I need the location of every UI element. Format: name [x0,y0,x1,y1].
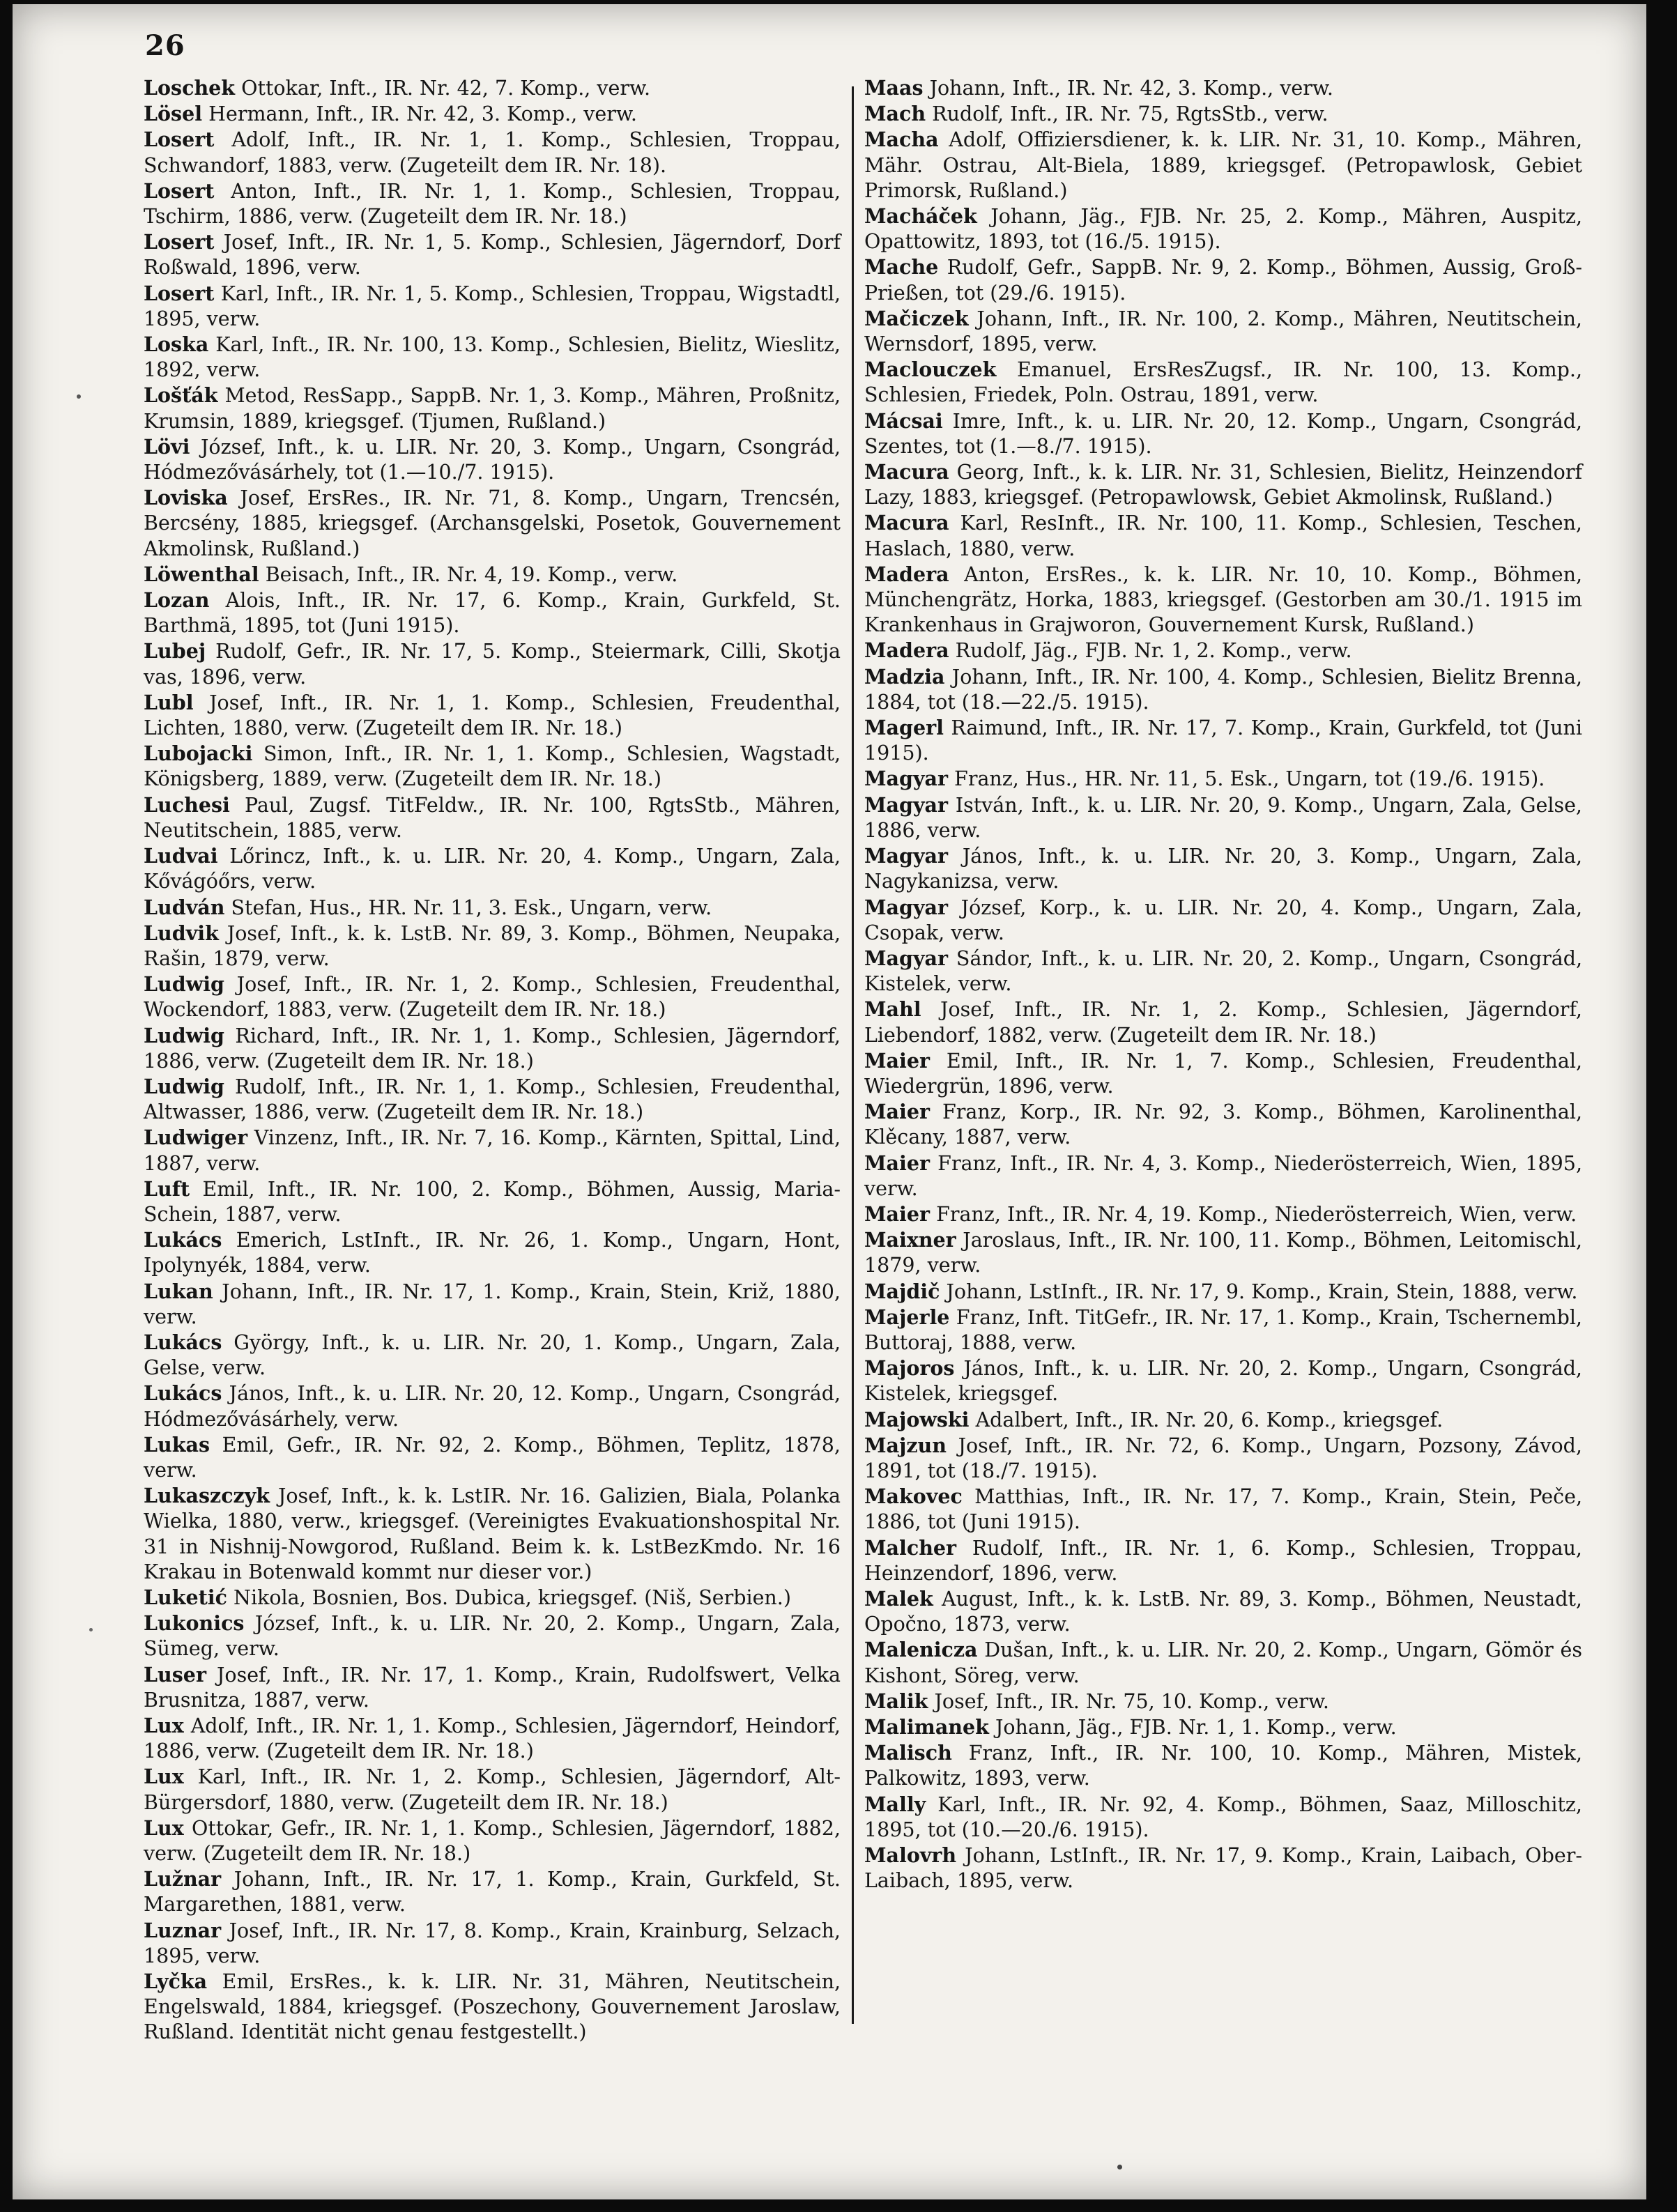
register-entry [144,383,841,433]
entry-surname: Loska [144,332,209,357]
entry-details: Karl, ResInft., IR. Nr. 100, 11. Komp., Schlesien, Teschen, Haslach, 1880, verw. [864,512,1582,560]
entry-details: Josef, Inft., IR. Nr. 17, 1. Komp., Krain, Rudolfswert, Velka Brusnitza, 1887, verw. [144,1663,841,1712]
register-entry [864,1407,1582,1433]
entry-details: Franz, Inft. TitGefr., IR. Nr. 17, 1. Komp., Krain, Tschernembl, Buttoraj, 1888, verw. [864,1305,1582,1354]
entry-details: Nikola, Bosnien, Bos. Dubica, kriegsgef. (Niš, Serbien.) [233,1585,791,1609]
register-entry [864,1433,1582,1484]
entry-surname: Lubl [144,690,194,714]
register-entry [144,1330,841,1381]
entry-details: Josef, Inft., IR. Nr. 75, 10. Komp., verw. [934,1689,1329,1713]
register-entry [144,101,841,127]
register-entry [144,895,841,921]
register-entry [864,1637,1582,1688]
register-entry [144,75,841,101]
entry-details: Josef, Inft., IR. Nr. 1, 2. Komp., Schlesien, Jägerndorf, Liebendorf, 1882, verw. (Zugeteilt dem IR. Nr. 18.) [864,998,1582,1047]
entry-details: Johann, Inft., IR. Nr. 100, 2. Komp., Mähren, Neutitschein, Wernsdorf, 1895, verw. [864,307,1582,356]
entry-surname: Maas [864,76,924,100]
entry-details: Karl, Inft., IR. Nr. 92, 4. Komp., Böhmen, Saaz, Milloschitz, 1895, tot (10.—20./6. 1915). [864,1792,1582,1841]
entry-details: Beisach, Inft., IR. Nr. 4, 19. Komp., verw. [265,562,678,586]
entry-details: Anton, ErsRes., k. k. LIR. Nr. 10, 10. Komp., Böhmen, Münchengrätz, Horka, 1883, kriegsgef. (Gestorben am 30./1. 1915 im Krankenhaus in Grajworon, Gouvernement Kursk, Rußland.) [864,562,1583,637]
register-entry [864,1535,1582,1586]
entry-surname: Losert [144,281,215,305]
entry-surname: Mahl [864,997,921,1022]
entry-details: Franz, Korp., IR. Nr. 92, 3. Komp., Böhmen, Karolinenthal, Klěcany, 1887, verw. [864,1100,1582,1149]
entry-surname: Maixner [864,1228,956,1252]
entry-details: Emil, Inft., IR. Nr. 1, 7. Komp., Schlesien, Freudenthal, Wiedergrün, 1896, verw. [864,1049,1583,1098]
register-entry [144,1483,841,1585]
entry-surname: Magyar [864,844,948,868]
entry-details: Alois, Inft., IR. Nr. 17, 6. Komp., Krain, Gurkfeld, St. Barthmä, 1895, tot (Juni 1915). [144,589,841,638]
scan-speck [89,1628,93,1631]
entry-details: Emerich, LstInft., IR. Nr. 26, 1. Komp., Ungarn, Hont, Ipolynyék, 1884, verw. [144,1229,841,1277]
register-entry [864,1151,1582,1201]
register-entry [144,562,841,587]
register-entry [864,408,1582,459]
entry-surname: Magyar [864,767,948,791]
register-entry [864,1355,1582,1406]
register-entry [144,281,841,332]
entry-surname: Luznar [144,1918,222,1942]
entry-details: Rudolf, Gefr., SappB. Nr. 9, 2. Komp., Böhmen, Aussig, Groß-Prießen, tot (29./6. 1915). [864,256,1582,305]
entry-details: Karl, Inft., IR. Nr. 1, 2. Komp., Schlesien, Jägerndorf, Alt-Bürgersdorf, 1880, verw. (Zugeteilt dem IR. Nr. 18.) [144,1765,841,1814]
entry-details: Josef, Inft., IR. Nr. 1, 5. Komp., Schlesien, Jägerndorf, Dorf Roßwald, 1896, verw. [144,231,841,279]
entry-details: Matthias, Inft., IR. Nr. 17, 7. Komp., Krain, Stein, Peče, 1886, tot (Juni 1915). [864,1485,1582,1534]
register-entry [144,332,841,383]
entry-surname: Mácsai [864,408,943,433]
entry-details: János, Inft., k. u. LIR. Nr. 20, 3. Komp., Ungarn, Zala, Nagykanizsa, verw. [864,845,1583,893]
register-entry [864,562,1582,638]
entry-details: Franz, Hus., HR. Nr. 11, 5. Esk., Ungarn, tot (19./6. 1915). [954,767,1545,791]
entry-details: Johann, Inft., IR. Nr. 42, 3. Komp., verw. [929,77,1333,100]
entry-details: Emil, Gefr., IR. Nr. 92, 2. Komp., Böhmen, Teplitz, 1878, verw. [144,1433,841,1482]
register-entry [864,1201,1582,1227]
register-entry [864,1048,1582,1099]
entry-details: Adolf, Inft., IR. Nr. 1, 1. Komp., Schlesien, Jägerndorf, Heindorf, 1886, verw. (Zugeteilt dem IR. Nr. 18.) [144,1714,841,1763]
entry-details: Georg, Inft., k. k. LIR. Nr. 31, Schlesien, Bielitz, Heinzendorf Lazy, 1883, kriegsgef. (Petropawlowsk, Gebiet Akmolinsk, Rußland.) [864,461,1583,509]
entry-details: Stefan, Hus., HR. Nr. 11, 3. Esk., Ungarn, verw. [231,896,712,919]
register-entry [144,1176,841,1227]
entry-surname: Ludwig [144,1074,224,1098]
entry-surname: Löwenthal [144,562,259,586]
entry-surname: Lubojacki [144,742,253,766]
entry-surname: Malek [864,1586,933,1611]
register-entry [864,766,1582,792]
register-entry [144,971,841,1022]
entry-details: Josef, Inft., k. k. LstIR. Nr. 16. Galizien, Biala, Polanka Wielka, 1880, verw., kriegsgef. (Vereinigtes Evakuationshospital Nr. 31 in Nishnij-Nowgorod, Rußland. Beim k. k. LstBezKmdo. Nr. 16 Krakau in Botenwald kommt nur dieser vor.) [144,1484,841,1583]
entry-details: Metod, ResSapp., SappB. Nr. 1, 3. Komp., Mähren, Proßnitz, Krumsin, 1889, kriegsgef. (Tjumen, Rußland.) [144,384,841,433]
entry-details: Lőrincz, Inft., k. u. LIR. Nr. 20, 4. Komp., Ungarn, Zala, Kővágóőrs, verw. [144,845,841,893]
entry-surname: Ludvai [144,844,218,868]
register-entry [144,127,841,178]
entry-surname: Majdič [864,1279,940,1303]
entry-details: József, Inft., k. u. LIR. Nr. 20, 3. Komp., Ungarn, Csongrád, Hódmezővásárhely, tot (1.—10./7. 1915). [144,435,841,484]
entry-details: Franz, Inft., IR. Nr. 4, 3. Komp., Niederösterreich, Wien, 1895, verw. [864,1151,1583,1200]
entry-details: István, Inft., k. u. LIR. Nr. 20, 9. Komp., Ungarn, Zala, Gelse, 1886, verw. [864,793,1582,842]
register-entry [144,1969,841,2045]
entry-details: Rudolf, Jäg., FJB. Nr. 1, 2. Komp., verw. [955,639,1352,663]
entry-surname: Luchesi [144,792,230,817]
entry-surname: Lužnar [144,1867,222,1891]
entry-details: Adalbert, Inft., IR. Nr. 20, 6. Komp., kriegsgef. [975,1408,1444,1431]
entry-surname: Majerle [864,1305,950,1329]
entry-surname: Maier [864,1048,930,1073]
register-entry [144,1432,841,1483]
entry-surname: Magerl [864,716,944,740]
entry-surname: Lux [144,1714,184,1737]
register-entry [144,434,841,485]
register-entry [144,741,841,792]
entry-surname: Lukács [144,1330,222,1354]
entry-surname: Malik [864,1689,928,1713]
entry-surname: Lukaszczyk [144,1484,270,1508]
entry-surname: Malimanek [864,1715,989,1739]
register-entry [864,715,1582,766]
register-entry [864,1843,1582,1894]
entry-surname: Lux [144,1815,184,1840]
register-entry [864,75,1582,101]
register-entry [144,1125,841,1176]
right-column [864,75,1582,1894]
column-divider [852,86,854,2024]
entry-details: Ottokar, Inft., IR. Nr. 42, 7. Komp., verw. [241,77,651,100]
entry-surname: Ludvik [144,921,219,945]
entry-surname: Losert [144,230,215,254]
register-entry [864,510,1582,561]
register-entry [144,792,841,843]
register-entry [864,306,1582,357]
entry-surname: Losert [144,178,215,203]
entry-details: Rudolf, Inft., IR. Nr. 1, 6. Komp., Schlesien, Troppau, Heinzendorf, 1896, verw. [864,1536,1582,1585]
entry-details: Josef, Inft., k. k. LstB. Nr. 89, 3. Komp., Böhmen, Neupaka, Rašin, 1879, verw. [144,921,841,970]
entry-surname: Mačiczek [864,306,969,330]
entry-details: Imre, Inft., k. u. LIR. Nr. 20, 12. Komp., Ungarn, Csongrád, Szentes, tot (1.—8./7. 1915). [864,409,1583,458]
register-entry [144,1713,841,1764]
entry-details: Josef, Inft., IR. Nr. 1, 1. Komp., Schlesien, Freudenthal, Lichten, 1880, verw. (Zugeteilt dem IR. Nr. 18.) [144,691,841,740]
entry-details: György, Inft., k. u. LIR. Nr. 20, 1. Komp., Ungarn, Zala, Gelse, verw. [144,1330,841,1380]
entry-surname: Lukács [144,1381,222,1406]
entry-surname: Magyar [864,792,948,817]
register-entry [144,638,841,689]
register-entry [864,664,1582,715]
page-number: 26 [145,29,185,62]
register-entry [864,357,1582,408]
entry-surname: Loviska [144,486,228,510]
entry-details: Raimund, Inft., IR. Nr. 17, 7. Komp., Krain, Gurkfeld, tot (Juni 1915). [864,716,1583,765]
entry-surname: Maclouczek [864,358,997,382]
entry-surname: Malisch [864,1741,952,1765]
entry-details: August, Inft., k. k. LstB. Nr. 89, 3. Komp., Böhmen, Neustadt, Opočno, 1873, verw. [864,1587,1582,1636]
entry-surname: Majoros [864,1356,955,1381]
register-entry [864,843,1582,894]
register-entry [864,1586,1582,1637]
entry-surname: Lux [144,1765,184,1789]
entry-surname: Madzia [864,664,945,689]
entry-details: Johann, Jäg., FJB. Nr. 1, 1. Komp., verw. [995,1716,1397,1739]
entry-surname: Lubej [144,639,206,663]
entry-details: Johann, LstInft., IR. Nr. 17, 9. Komp., Krain, Laibach, Ober-Laibach, 1895, verw. [864,1844,1583,1893]
entry-details: János, Inft., k. u. LIR. Nr. 20, 2. Komp., Ungarn, Csongrád, Kistelek, kriegsgef. [864,1357,1582,1406]
register-entry [144,1585,841,1611]
entry-surname: Magyar [864,946,948,970]
document-page [13,4,1646,2199]
entry-details: Josef, ErsRes., IR. Nr. 71, 8. Komp., Ungarn, Trencsén, Bercsény, 1885, kriegsgef. (Archansgelski, Posetok, Gouvernement Akmolinsk, Rußland.) [144,486,841,560]
entry-details: Johann, Jäg., FJB. Nr. 25, 2. Komp., Mähren, Auspitz, Opattowitz, 1893, tot (16./5. 1915). [864,205,1582,254]
entry-details: Adolf, Offiziersdiener, k. k. LIR. Nr. 31, 10. Komp., Mähren, Mähr. Ostrau, Alt-Biela, 1889, kriegsgef. (Petropawlosk, Gebiet Primorsk, Rußland.) [864,128,1583,202]
entry-details: Jaroslaus, Inft., IR. Nr. 100, 11. Komp., Böhmen, Leitomischl, 1879, verw. [864,1229,1583,1277]
entry-surname: Magyar [864,895,948,919]
register-entry [864,946,1582,997]
entry-surname: Mally [864,1792,926,1816]
entry-surname: Madera [864,638,949,663]
register-entry [144,1227,841,1278]
entry-surname: Makovec [864,1484,963,1509]
entry-surname: Maier [864,1151,930,1175]
entry-surname: Mach [864,102,926,126]
register-entry [864,895,1582,946]
entry-surname: Lukonics [144,1611,245,1636]
register-entry [864,127,1582,203]
register-entry [864,1689,1582,1714]
entry-surname: Luser [144,1662,206,1687]
entry-surname: Lösel [144,102,203,126]
entry-details: Josef, Inft., IR. Nr. 17, 8. Komp., Krain, Krainburg, Selzach, 1895, verw. [144,1919,841,1967]
register-entry [864,459,1582,510]
entry-details: Rudolf, Inft., IR. Nr. 1, 1. Komp., Schlesien, Freudenthal, Altwasser, 1886, verw. (Zugeteilt dem IR. Nr. 18.) [144,1075,841,1124]
entry-details: Franz, Inft., IR. Nr. 100, 10. Komp., Mähren, Mistek, Palkowitz, 1893, verw. [864,1742,1582,1790]
register-entry [864,1714,1582,1740]
entry-details: Josef, Inft., IR. Nr. 72, 6. Komp., Ungarn, Pozsony, Závod, 1891, tot (18./7. 1915). [864,1434,1582,1482]
entry-details: Rudolf, Inft., IR. Nr. 75, RgtsStb., verw. [932,102,1328,126]
register-entry [144,1611,841,1661]
entry-details: Karl, Inft., IR. Nr. 1, 5. Komp., Schlesien, Troppau, Wigstadtl, 1895, verw. [144,282,841,330]
entry-details: Johann, Inft., IR. Nr. 17, 1. Komp., Krain, Gurkfeld, St. Margarethen, 1881, verw. [144,1868,841,1917]
register-entry [144,843,841,894]
entry-details: Paul, Zugsf. TitFeldw., IR. Nr. 100, RgtsStb., Mähren, Neutitschein, 1885, verw. [144,793,841,842]
register-entry [864,997,1582,1047]
register-entry [144,921,841,971]
entry-surname: Lozan [144,588,210,613]
entry-details: Johann, Inft., IR. Nr. 17, 1. Komp., Krain, Stein, Križ, 1880, verw. [144,1280,841,1328]
entry-details: Ottokar, Gefr., IR. Nr. 1, 1. Komp., Schlesien, Jägerndorf, 1882, verw. (Zugeteilt dem IR. Nr. 18.) [144,1816,841,1866]
entry-details: Karl, Inft., IR. Nr. 100, 13. Komp., Schlesien, Bielitz, Wieslitz, 1892, verw. [144,333,841,382]
entry-details: Emil, Inft., IR. Nr. 100, 2. Komp., Böhmen, Aussig, Maria-Schein, 1887, verw. [144,1177,841,1226]
entry-surname: Lövi [144,434,190,459]
register-entry [864,1484,1582,1535]
entry-surname: Macha [864,128,939,152]
entry-details: Franz, Inft., IR. Nr. 4, 19. Komp., Niederösterreich, Wien, verw. [936,1202,1577,1226]
register-entry [144,1381,841,1431]
entry-surname: Ludván [144,895,225,919]
register-entry [864,1740,1582,1791]
register-entry [864,101,1582,127]
register-entry [144,1279,841,1330]
entry-surname: Losert [144,128,215,152]
entry-details: Vinzenz, Inft., IR. Nr. 7, 16. Komp., Kärnten, Spittal, Lind, 1887, verw. [144,1126,841,1175]
entry-surname: Lukas [144,1432,210,1457]
entry-details: Rudolf, Gefr., IR. Nr. 17, 5. Komp., Steiermark, Cilli, Skotja vas, 1896, verw. [144,640,841,689]
entry-surname: Macháček [864,204,977,229]
entry-surname: Majzun [864,1433,947,1457]
entry-surname: Majowski [864,1407,970,1431]
entry-surname: Ludwiger [144,1126,248,1150]
register-entry [864,1279,1582,1305]
entry-surname: Mache [864,255,939,279]
scan-speck [1117,2165,1122,2169]
register-entry [864,203,1582,254]
entry-surname: Maier [864,1201,930,1226]
left-column [144,75,841,2045]
register-entry [144,229,841,280]
register-entry [144,485,841,562]
entry-surname: Madera [864,562,949,586]
entry-surname: Luketić [144,1585,227,1609]
entry-details: József, Inft., k. u. LIR. Nr. 20, 2. Komp., Ungarn, Zala, Sümeg, verw. [144,1612,841,1661]
register-entry [864,638,1582,663]
entry-details: Dušan, Inft., k. u. LIR. Nr. 20, 2. Komp., Ungarn, Gömör és Kishont, Söreg, verw. [864,1638,1582,1687]
entry-surname: Macura [864,511,949,535]
entry-details: Hermann, Inft., IR. Nr. 42, 3. Komp., verw. [208,102,637,126]
entry-surname: Malovrh [864,1843,957,1868]
entry-surname: Malcher [864,1535,957,1560]
entry-details: Emanuel, ErsResZugsf., IR. Nr. 100, 13. Komp., Schlesien, Friedek, Poln. Ostrau, 1891, verw. [864,358,1583,407]
entry-surname: Ludwig [144,972,224,997]
entry-details: Johann, LstInft., IR. Nr. 17, 9. Komp., Krain, Stein, 1888, verw. [946,1280,1578,1303]
register-entry [144,1074,841,1125]
register-entry [864,792,1582,843]
register-entry [864,1099,1582,1150]
entry-surname: Loschek [144,76,236,100]
entry-details: József, Korp., k. u. LIR. Nr. 20, 4. Komp., Ungarn, Zala, Csopak, verw. [864,896,1582,944]
entry-surname: Maier [864,1100,930,1124]
entry-details: Richard, Inft., IR. Nr. 1, 1. Komp., Schlesien, Jägerndorf, 1886, verw. (Zugeteilt dem IR. Nr. 18.) [144,1024,841,1073]
register-entry [144,1662,841,1713]
register-entry [144,1918,841,1969]
register-entry [864,1305,1582,1355]
register-entry [144,1815,841,1866]
entry-details: Josef, Inft., IR. Nr. 1, 2. Komp., Schlesien, Freudenthal, Wockendorf, 1883, verw. (Zugeteilt dem IR. Nr. 18.) [144,973,841,1022]
scan-speck [77,394,81,399]
entry-details: Sándor, Inft., k. u. LIR. Nr. 20, 2. Komp., Ungarn, Csongrád, Kistelek, verw. [864,946,1583,996]
register-entry [144,690,841,741]
register-entry [864,254,1582,305]
entry-surname: Ludwig [144,1023,224,1047]
register-entry [864,1227,1582,1278]
entry-surname: Lukács [144,1228,222,1252]
register-entry [144,1866,841,1917]
register-entry [144,178,841,229]
register-entry [144,587,841,638]
entry-details: Anton, Inft., IR. Nr. 1, 1. Komp., Schlesien, Troppau, Tschirm, 1886, verw. (Zugeteilt dem IR. Nr. 18.) [144,179,841,229]
entry-details: Adolf, Inft., IR. Nr. 1, 1. Komp., Schlesien, Troppau, Schwandorf, 1883, verw. (Zugeteilt dem IR. Nr. 18). [144,128,841,177]
entry-surname: Lyčka [144,1969,208,1994]
entry-details: Johann, Inft., IR. Nr. 100, 4. Komp., Schlesien, Bielitz Brenna, 1884, tot (18.—22./5. 1915). [864,665,1582,714]
entry-details: János, Inft., k. u. LIR. Nr. 20, 12. Komp., Ungarn, Csongrád, Hódmezővásárhely, verw. [144,1382,841,1431]
register-entry [144,1023,841,1074]
entry-surname: Lošťák [144,383,218,408]
register-entry [864,1792,1582,1843]
entry-surname: Lukan [144,1279,213,1303]
register-entry [144,1764,841,1815]
entry-details: Simon, Inft., IR. Nr. 1, 1. Komp., Schlesien, Wagstadt, Königsberg, 1889, verw. (Zugeteilt dem IR. Nr. 18.) [144,742,841,791]
entry-surname: Malenicza [864,1638,978,1662]
entry-surname: Luft [144,1176,190,1201]
entry-details: Emil, ErsRes., k. k. LIR. Nr. 31, Mähren, Neutitschein, Engelswald, 1884, kriegsgef. (Poszechony, Gouvernement Jaroslaw, Rußland. Identität nicht genau festgestellt.) [144,1970,841,2044]
entry-surname: Macura [864,460,949,484]
